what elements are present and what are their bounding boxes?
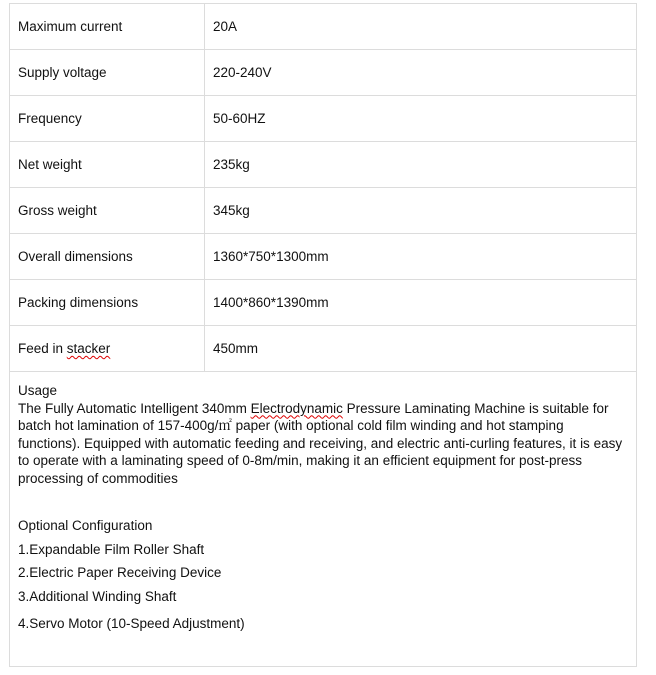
spec-label: Feed in stacker [10, 326, 205, 372]
spec-value: 1360*750*1300mm [205, 234, 637, 280]
spec-value: 220-240V [205, 50, 637, 96]
spec-value: 450mm [205, 326, 637, 372]
optional-item: 3.Additional Winding Shaft [18, 588, 177, 604]
spec-label: Supply voltage [10, 50, 205, 96]
spec-row [10, 142, 637, 188]
spec-value: 235kg [205, 142, 637, 188]
spec-row [10, 188, 637, 234]
spec-label: Packing dimensions [10, 280, 205, 326]
spec-row [10, 4, 637, 50]
usage-row [10, 372, 637, 667]
spec-row [10, 96, 637, 142]
spec-row [10, 326, 637, 372]
spec-row [10, 50, 637, 96]
spec-label: Frequency [10, 96, 205, 142]
spellcheck-word: stacker [66, 341, 111, 356]
spec-label: Net weight [10, 142, 205, 188]
usage-text: The Fully Automatic Intelligent 340mm Electrodynamic Pressure Laminating Machine is suitable for batch hot lamination of 157-400g/㎡ paper (with optional cold film winding and hot stamping functions). Equipped with automatic feeding and receiving, and electric anti-curling features, it is easy to operate with a laminating speed of 0-8m/min, making it an efficient equipment for post-press processing of commodities [18, 400, 623, 486]
optional-item: 1.Expandable Film Roller Shaft [18, 541, 205, 557]
usage-cell [10, 372, 637, 667]
optional-item: 2.Electric Paper Receiving Device [18, 565, 222, 580]
usage-heading: Usage [18, 383, 58, 398]
spec-label: Maximum current [10, 4, 205, 50]
optional-item: 4.Servo Motor (10-Speed Adjustment) [18, 616, 245, 631]
spellcheck-word: Electrodynamic [250, 400, 343, 416]
spec-label: Overall dimensions [10, 234, 205, 280]
spec-label: Gross weight [10, 188, 205, 234]
spec-value: 20A [205, 4, 637, 50]
spec-value: 50-60HZ [205, 96, 637, 142]
optional-heading: Optional Configuration [18, 518, 153, 533]
spec-row [10, 234, 637, 280]
spec-table [9, 3, 637, 667]
spec-row [10, 280, 637, 326]
spec-value: 345kg [205, 188, 637, 234]
spec-value: 1400*860*1390mm [205, 280, 637, 326]
